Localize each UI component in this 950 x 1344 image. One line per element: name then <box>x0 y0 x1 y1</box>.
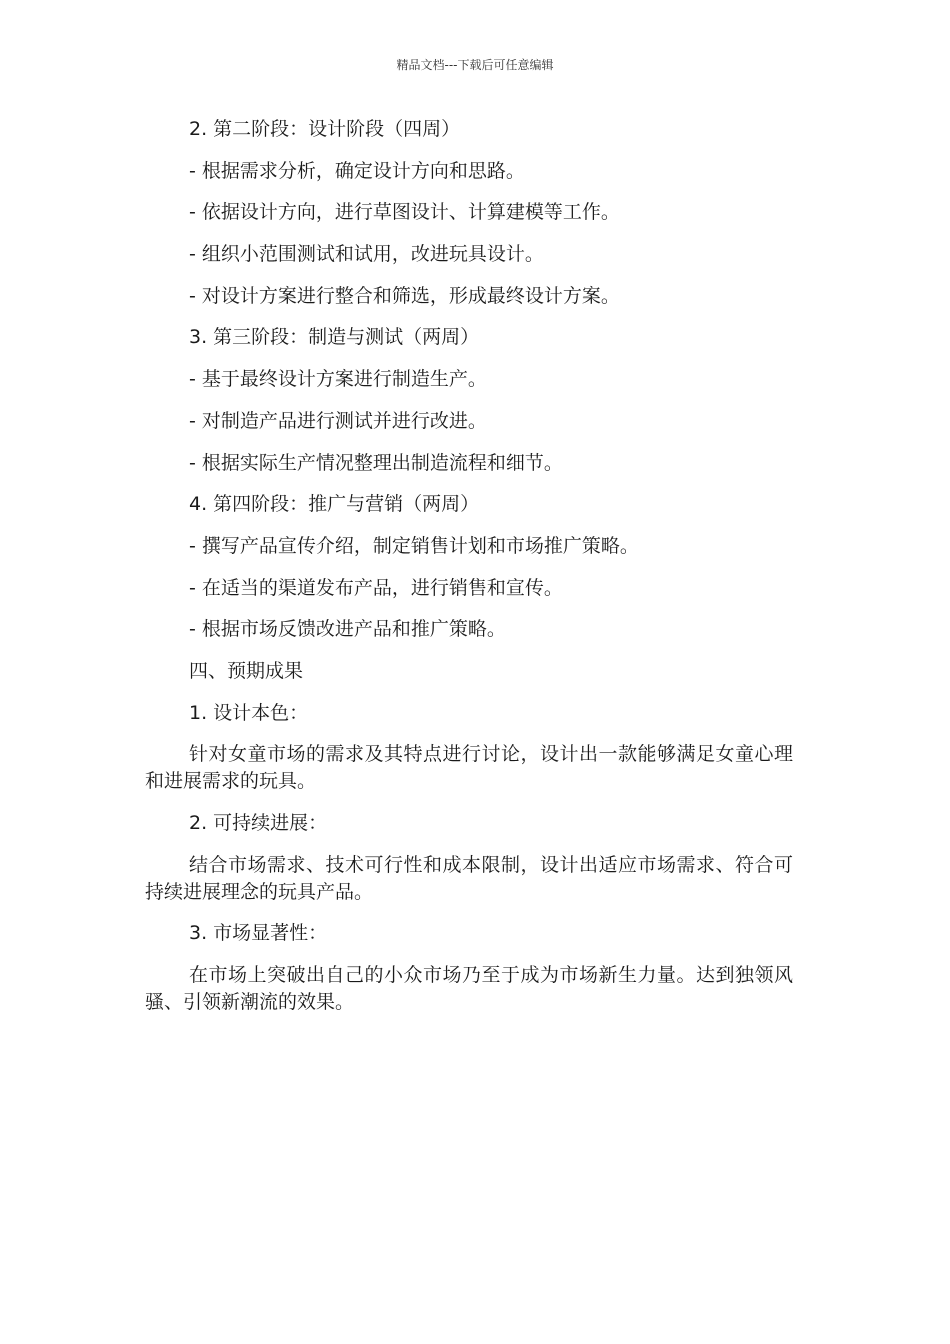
subheading-sustainable-development: 2. 可持续进展： <box>189 812 328 834</box>
subheading-market-significance: 3. 市场显著性： <box>189 922 328 945</box>
document-body <box>145 116 793 1031</box>
subheading-design-character: 1. 设计本色： <box>189 701 309 724</box>
paragraph-sustainable-development: 结合市场需求、技术可行性和成本限制，设计出适应市场需求、符合可持续进展理念的玩具产品。 <box>145 853 793 903</box>
list-item: - 根据实际生产情况整理出制造流程和细节。 <box>189 451 563 474</box>
list-item: - 对设计方案进行整合和筛选，形成最终设计方案。 <box>189 284 620 307</box>
list-item: - 依据设计方向，进行草图设计、计算建模等工作。 <box>189 201 620 224</box>
paragraph-design-character: 针对女童市场的需求及其特点进行讨论，设计出一款能够满足女童心理和进展需求的玩具。 <box>145 743 793 793</box>
list-item: - 基于最终设计方案进行制造生产。 <box>189 368 487 391</box>
list-item: - 根据需求分析，确定设计方向和思路。 <box>189 159 525 182</box>
list-item: - 组织小范围测试和试用，改进玩具设计。 <box>189 243 544 266</box>
section-heading-phase-2: 2. 第二阶段：设计阶段（四周） <box>189 118 461 140</box>
list-item: - 对制造产品进行测试并进行改进。 <box>189 409 487 432</box>
page-header: 精品文档---下载后可任意编辑 <box>396 58 554 72</box>
list-item: - 撰写产品宣传介绍，制定销售计划和市场推广策略。 <box>189 534 639 557</box>
paragraph-market-significance: 在市场上突破出自己的小众市场乃至于成为市场新生力量。达到独领风骚、引领新潮流的效果。 <box>145 964 793 1014</box>
section-heading-expected-results: 四、预期成果 <box>189 659 304 682</box>
section-heading-phase-4: 4. 第四阶段：推广与营销（两周） <box>189 493 480 516</box>
list-item: - 在适当的渠道发布产品，进行销售和宣传。 <box>189 576 563 599</box>
list-item: - 根据市场反馈改进产品和推广策略。 <box>189 618 506 641</box>
section-heading-phase-3: 3. 第三阶段：制造与测试（两周） <box>189 326 480 349</box>
